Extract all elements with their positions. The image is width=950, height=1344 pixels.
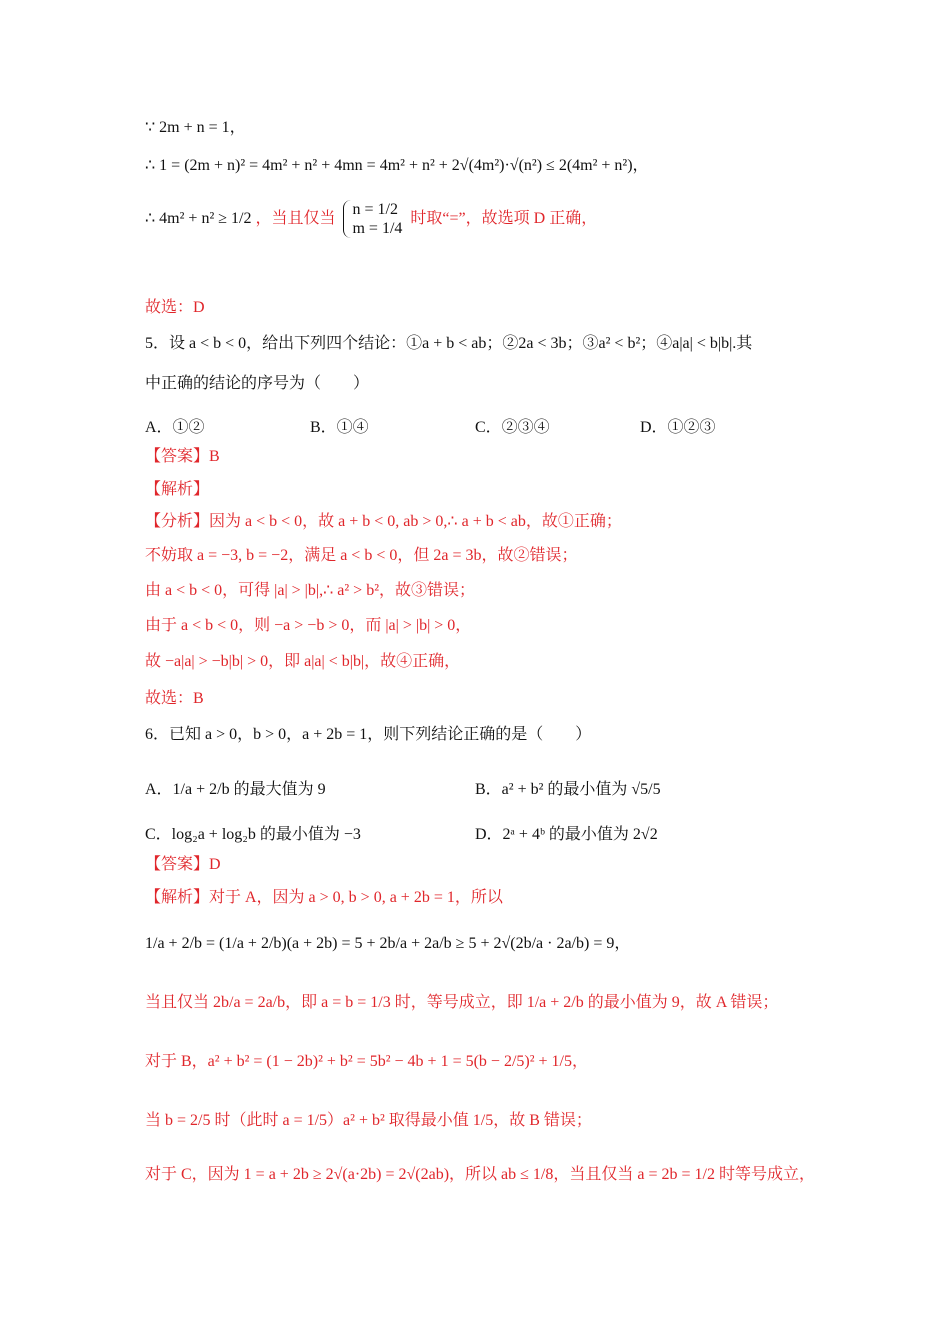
q6-step-1: 1/a + 2/b = (1/a + 2/b)(a + 2b) = 5 + 2b/a + 2a/b ≥ 5 + 2√(2b/a · 2a/b) = 9， — [145, 935, 631, 952]
q5-option-a: A．①② — [145, 419, 205, 436]
equation-system — [343, 200, 402, 238]
q6-option-b: B．a² + b² 的最小值为 √5/5 — [475, 781, 661, 798]
question-5-stem: 5．设 a < b < 0，给出下列四个结论：①a + b < ab；②2a < 3b；③a² < b²；④a|a| < b|b|.其 — [145, 335, 753, 352]
q6-explanation: 【解析】对于 A，因为 a > 0, b > 0, a + 2b = 1，所以 — [145, 889, 503, 906]
q6-option-d: D．2ᵃ + 4ᵇ 的最小值为 2√2 — [475, 826, 658, 843]
q5-option-b: B．①④ — [310, 419, 369, 436]
q6-step-2: 当且仅当 2b/a = 2a/b，即 a = b = 1/3 时，等号成立，即 1/a + 2/b 的最小值为 9，故 A 错误； — [145, 994, 779, 1011]
q5-step-5: 故 −a|a| > −b|b| > 0，即 a|a| < b|b|，故④正确， — [145, 653, 461, 670]
line-given: ∵ 2m + n = 1， — [145, 119, 246, 136]
q6-step-3: 对于 B，a² + b² = (1 − 2b)² + b² = 5b² − 4b + 1 = 5(b − 2/5)² + 1/5， — [145, 1053, 588, 1070]
line-equality-condition — [145, 200, 597, 238]
q6-step-5: 对于 C，因为 1 = a + 2b ≥ 2√(a·2b) = 2√(2ab)，所以 ab ≤ 1/8，当且仅当 a = 2b = 1/2 时等号成立， — [145, 1166, 815, 1183]
condition-label: ，当且仅当 — [255, 209, 336, 227]
q5-step-3: 由 a < b < 0，可得 |a| > |b|,∴ a² > b²，故③错误； — [145, 582, 475, 599]
q6-option-c: C．log₂a + log₂b 的最小值为 −3 — [145, 826, 361, 843]
q6-answer: 【答案】D — [145, 856, 221, 873]
selection-d: 故选：D — [145, 299, 205, 316]
question-6-stem: 6．已知 a > 0，b > 0，a + 2b = 1，则下列结论正确的是（ ） — [145, 726, 592, 743]
system-eq-n: n = 1/2 — [352, 201, 398, 218]
q6-step-4: 当 b = 2/5 时（此时 a = 1/5）a² + b² 取得最小值 1/5，故 B 错误； — [145, 1112, 592, 1129]
q5-option-c: C．②③④ — [475, 419, 550, 436]
question-5-stem-cont: 中正确的结论的序号为（ ） — [145, 375, 370, 392]
q5-step-4: 由于 a < b < 0，则 −a > −b > 0，而 |a| > |b| > 0， — [145, 617, 472, 634]
q5-answer: 【答案】B — [145, 448, 220, 465]
q6-option-a: A．1/a + 2/b 的最大值为 9 — [145, 781, 326, 798]
system-eq-m: m = 1/4 — [352, 220, 403, 238]
q5-step-2: 不妨取 a = −3, b = −2，满足 a < b < 0，但 2a = 3b，故②错误； — [145, 547, 578, 564]
q5-option-d: D．①②③ — [640, 419, 716, 436]
q5-explanation-heading: 【解析】 — [145, 481, 210, 498]
inequality-result: ∴ 4m² + n² ≥ 1/2 — [145, 209, 252, 227]
q5-selection: 故选：B — [145, 690, 204, 707]
line-inequality: ∴ 1 = (2m + n)² = 4m² + n² + 4mn = 4m² + n² + 2√(4m²)·√(n²) ≤ 2(4m² + n²)， — [145, 157, 649, 174]
q5-step-1: 【分析】因为 a < b < 0，故 a + b < 0, ab > 0,∴ a + b < ab，故①正确； — [145, 513, 622, 530]
condition-tail: 时取“=”，故选项 D 正确， — [410, 209, 598, 227]
